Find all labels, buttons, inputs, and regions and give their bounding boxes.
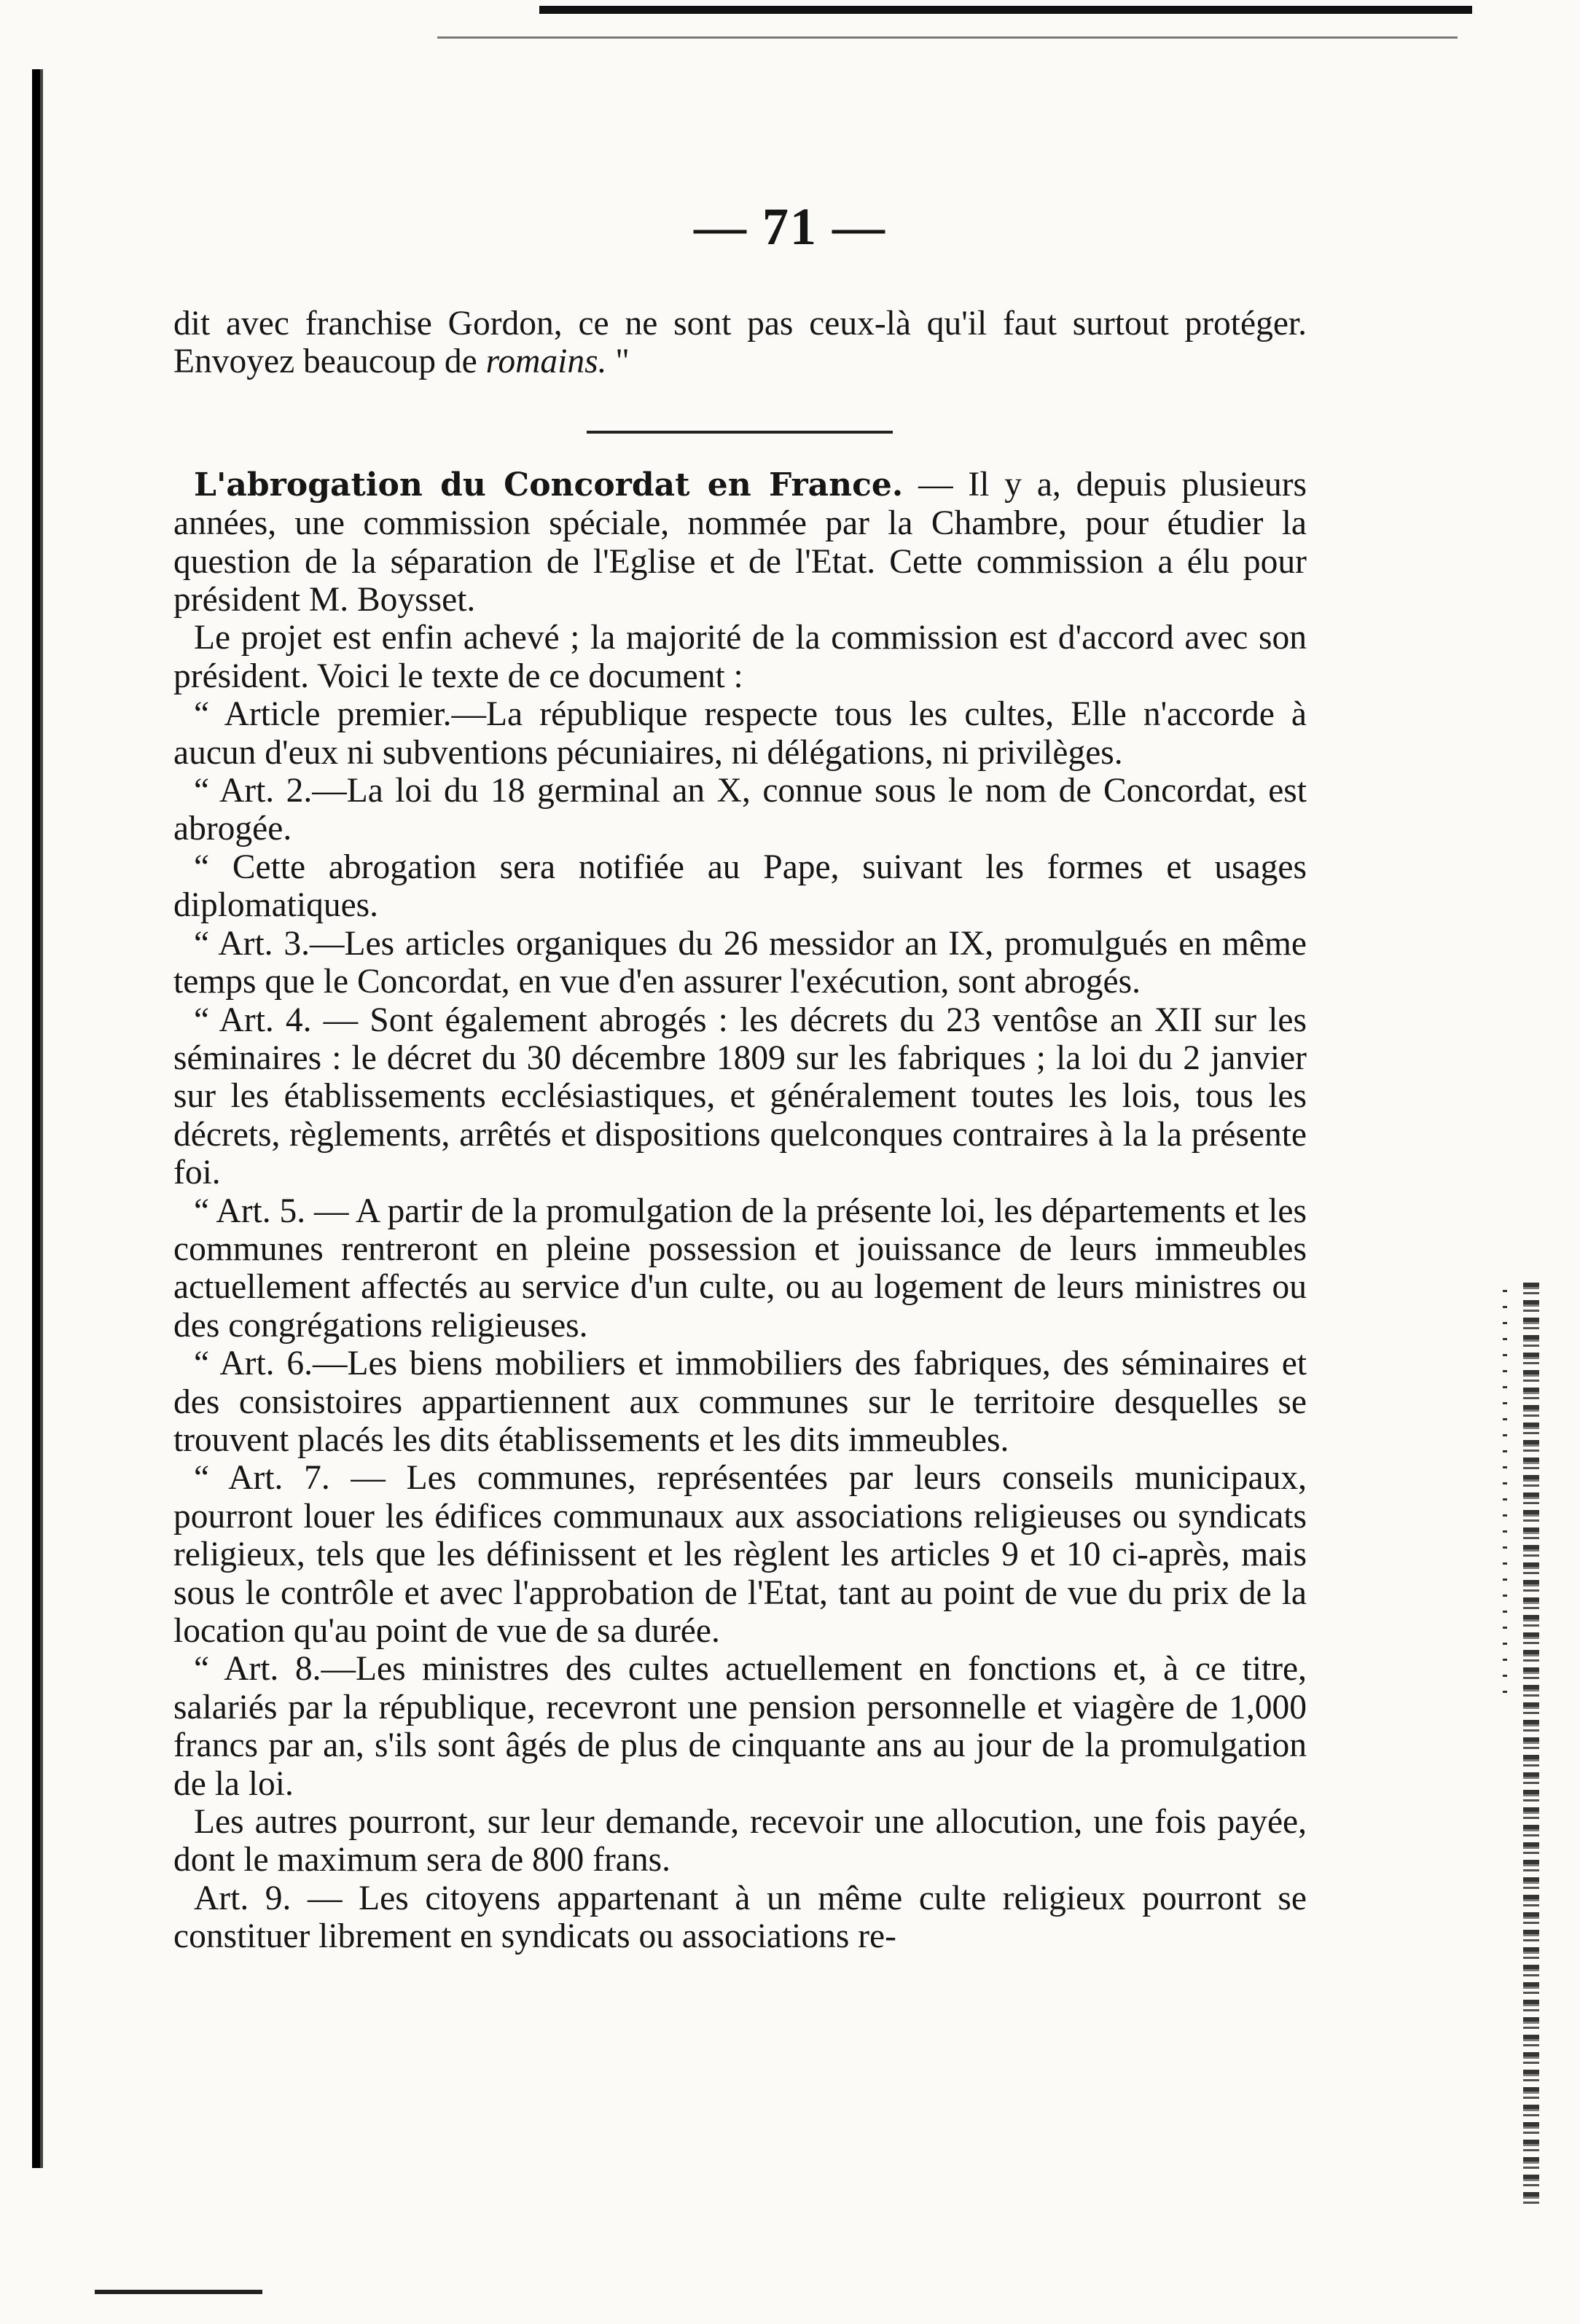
paragraph: Les autres pourront, sur leur demande, recevoir une allocution, une fois payée, dont le maximum sera de 800 frans. bbox=[173, 1803, 1307, 1879]
paragraph: Art. 9. — Les citoyens appartenant à un même culte religieux pourront se constituer librement en syndicats ou associations re- bbox=[173, 1879, 1307, 1956]
lead-close: " bbox=[606, 343, 630, 381]
lead-text: dit avec franchise Gordon, ce ne sont pas ceux-là qu'il faut surtout protéger. Envoyez beaucoup de bbox=[173, 305, 1307, 381]
paragraph: Le projet est enfin achevé ; la majorité de la commission est d'accord avec son président. Voici le texte de ce document : bbox=[173, 619, 1307, 695]
scan-edge-top-line bbox=[437, 36, 1458, 39]
paragraph: “ Art. 4. — Sont également abrogés : les décrets du 23 ventôse an XII sur les séminaires : le décret du 30 décembre 1809 sur les fabriques ; la loi du 2 janvier sur les établissements ecclésiastiques, et généralement toutes les lois, tous les décrets, règlements, arrêtés et dispositions quelconques contraires à la la présente foi. bbox=[173, 1001, 1307, 1192]
paragraph: “ Art. 5. — A partir de la promulgation de la présente loi, les départements et les communes rentreront en pleine possession et jouissance de leurs immeubles actuellement affectés au service d'un culte, ou au logement de leurs ministres ou des congrégations religieuses. bbox=[173, 1192, 1307, 1345]
paragraph: “ Art. 7. — Les communes, représentées par leurs conseils municipaux, pourront louer les édifices communaux aux associations religieuses ou syndicats religieux, tels que les définissent et les règlent les articles 9 et 10 ci-après, mais sous le contrôle et avec l'approbation de l'Etat, tant au point de vue du prix de la location qu'au point de vue de sa durée. bbox=[173, 1459, 1307, 1650]
paragraph: “ Cette abrogation sera notifiée au Pape, suivant les formes et usages diplomatiques. bbox=[173, 848, 1307, 925]
scan-edge-top bbox=[539, 6, 1472, 19]
section-heading: L'abrogation du Concordat en France. bbox=[194, 466, 904, 504]
paragraph: “ Art. 6.—Les biens mobiliers et immobiliers des fabriques, des séminaires et des consistoires appartiennent aux communes sur le territoire desquelles se trouvent placés les dits établissements et les dits immeubles. bbox=[173, 1345, 1307, 1459]
section-intro-text: — Il y a, depuis plusieurs années, une commission spéciale, nommée par la Chambre, pour étudier la question de la séparation de l'Eglise et de l'Etat. Cette commission a élu pour président M. Boysset. bbox=[173, 465, 1307, 619]
paragraph: “ Art. 2.—La loi du 18 germinal an X, connue sous le nom de Concordat, est abrogée. bbox=[173, 772, 1307, 848]
paragraph: “ Art. 3.—Les articles organiques du 26 messidor an IX, promulgués en même temps que le Concordat, en vue d'en assurer l'exécution, sont abrogés. bbox=[173, 924, 1307, 1001]
page-number: — 71 — bbox=[694, 197, 886, 256]
section-intro bbox=[173, 466, 1307, 619]
scan-edge-right-marks bbox=[1503, 1290, 1507, 1698]
scan-edge-left bbox=[32, 69, 47, 2168]
lead-italic: romains. bbox=[485, 343, 607, 381]
lead-paragraph bbox=[173, 305, 1307, 381]
scan-edge-bottom bbox=[95, 2290, 262, 2294]
paragraph: “ Art. 8.—Les ministres des cultes actuellement en fonctions et, à ce titre, salariés par la république, recevront une pension personnelle et viagère de 1,000 francs par an, s'ils sont âgés de plus de cinquante ans au jour de la promulgation de la loi. bbox=[173, 1650, 1307, 1803]
scan-edge-right bbox=[1523, 1283, 1539, 2208]
paragraph: “ Article premier.—La république respecte tous les cultes, Elle n'accorde à aucun d'eux ni subventions pécuniaires, ni délégations, ni privilèges. bbox=[173, 695, 1307, 772]
body-text bbox=[173, 305, 1307, 1956]
